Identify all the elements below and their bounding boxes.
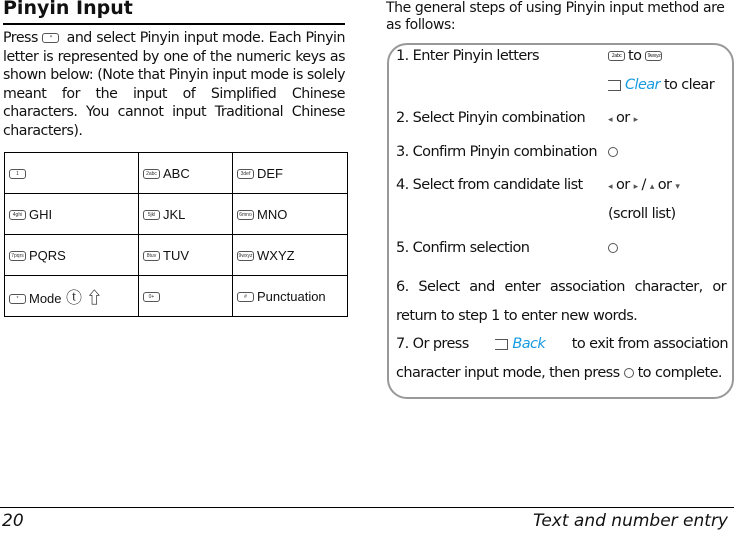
key-letters: ABC <box>163 165 190 181</box>
key-icon: 9wxyz <box>238 253 253 260</box>
step-1-keys <box>608 48 665 64</box>
steps-intro: The general steps of using Pinyin input method are as follows: <box>386 0 725 33</box>
step-4-keys: ◂ or ▸ / ▴ or ▾ <box>608 177 680 193</box>
key-cell <box>5 276 139 317</box>
down-arrow-icon: ▾ <box>675 182 680 192</box>
step-2-keys <box>608 110 638 126</box>
right-arrow-icon: ▸ <box>633 115 638 125</box>
step-5: 5. Confirm selection <box>396 240 530 256</box>
text: to exit from association <box>571 336 728 352</box>
key-cell <box>5 235 139 276</box>
section-title: Pinyin Input <box>3 0 133 19</box>
key-icon: * <box>9 294 26 304</box>
ok-key-icon <box>608 147 618 157</box>
ok-key-icon <box>608 243 618 253</box>
text: character input mode, then press <box>396 365 620 381</box>
key-9-icon: 9wxyz <box>645 51 662 61</box>
text: and select Pinyin input mode. Each Pinyin letter is represented by one of the numeric keys as shown below: (Note that Pinyin input mode is solely meant for the input of Simplified Chinese characters. You cannot input Traditional Chinese characters). <box>3 30 345 139</box>
key-cell <box>139 276 233 317</box>
text: Press <box>3 30 38 46</box>
softkey-icon <box>608 80 621 91</box>
step-1: 1. Enter Pinyin letters <box>396 48 539 64</box>
key-icon: 8tuv <box>143 251 160 261</box>
key-2-icon: 2abc <box>608 51 625 61</box>
page-number: 20 <box>2 511 24 531</box>
step-4: 4. Select from candidate list <box>396 177 583 193</box>
key-cell <box>233 235 348 276</box>
key-letters: WXYZ <box>257 247 295 263</box>
table-row <box>5 235 348 276</box>
step-7-line2 <box>396 365 722 381</box>
back-label: Back <box>512 336 546 352</box>
key-icon: # <box>237 292 254 302</box>
right-arrow-icon: ▸ <box>633 182 638 192</box>
key-cell <box>233 276 348 317</box>
section-name: Text and number entry <box>533 511 728 531</box>
intro-paragraph <box>3 29 345 141</box>
t9-shift-icon: ⓣ ⇧ <box>61 289 103 307</box>
key-cell <box>233 153 348 194</box>
step-7-line1 <box>396 336 728 352</box>
key-cell <box>233 194 348 235</box>
key-cell <box>139 194 233 235</box>
key-letters: Mode <box>29 290 62 306</box>
key-icon: 5jkl <box>143 210 160 220</box>
text: or <box>615 110 630 126</box>
key-table <box>4 152 348 317</box>
star-key-icon: * <box>42 33 59 43</box>
key-icon: 3def <box>237 169 254 179</box>
key-letters: GHI <box>29 206 53 222</box>
key-icon: 1 <box>9 169 26 179</box>
key-cell <box>139 153 233 194</box>
text: or <box>615 177 630 193</box>
ok-key-icon <box>624 368 634 378</box>
step-6: 6. Select and enter association character, or return to step 1 to enter new words. <box>396 279 726 324</box>
key-cell <box>5 153 139 194</box>
key-icon: 7pqrs <box>9 251 26 261</box>
text: or <box>657 177 672 193</box>
step-4-scroll: (scroll list) <box>608 206 676 222</box>
key-letters: JKL <box>163 206 186 222</box>
step-5-keys <box>608 240 618 256</box>
key-letters: Punctuation <box>257 288 326 304</box>
table-row <box>5 194 348 235</box>
left-arrow-icon: ◂ <box>608 115 612 125</box>
key-icon: 2abc <box>143 169 160 179</box>
left-arrow-icon: ◂ <box>608 182 612 192</box>
key-icon: 4ghi <box>9 210 26 220</box>
key-letters: PQRS <box>29 247 66 263</box>
step-1-clear <box>608 77 714 93</box>
up-arrow-icon: ▴ <box>649 182 654 192</box>
key-letters: DEF <box>257 165 283 181</box>
clear-label: Clear <box>625 77 660 93</box>
key-cell <box>139 235 233 276</box>
softkey-icon <box>495 339 508 350</box>
text: to clear <box>663 77 715 93</box>
key-icon: 6mno <box>237 210 254 220</box>
title-rule <box>3 23 345 25</box>
text: to complete. <box>637 365 722 381</box>
step-3: 3. Confirm Pinyin combination <box>396 144 597 160</box>
step-2: 2. Select Pinyin combination <box>396 110 586 126</box>
key-letters: TUV <box>163 247 189 263</box>
text: 7. Or press <box>396 336 469 352</box>
text: to <box>628 48 642 64</box>
key-cell <box>5 194 139 235</box>
key-letters: MNO <box>257 206 288 222</box>
table-row <box>5 153 348 194</box>
table-row <box>5 276 348 317</box>
step-3-keys <box>608 144 618 160</box>
footer-rule <box>0 507 734 508</box>
key-icon: 0+ <box>143 292 160 302</box>
